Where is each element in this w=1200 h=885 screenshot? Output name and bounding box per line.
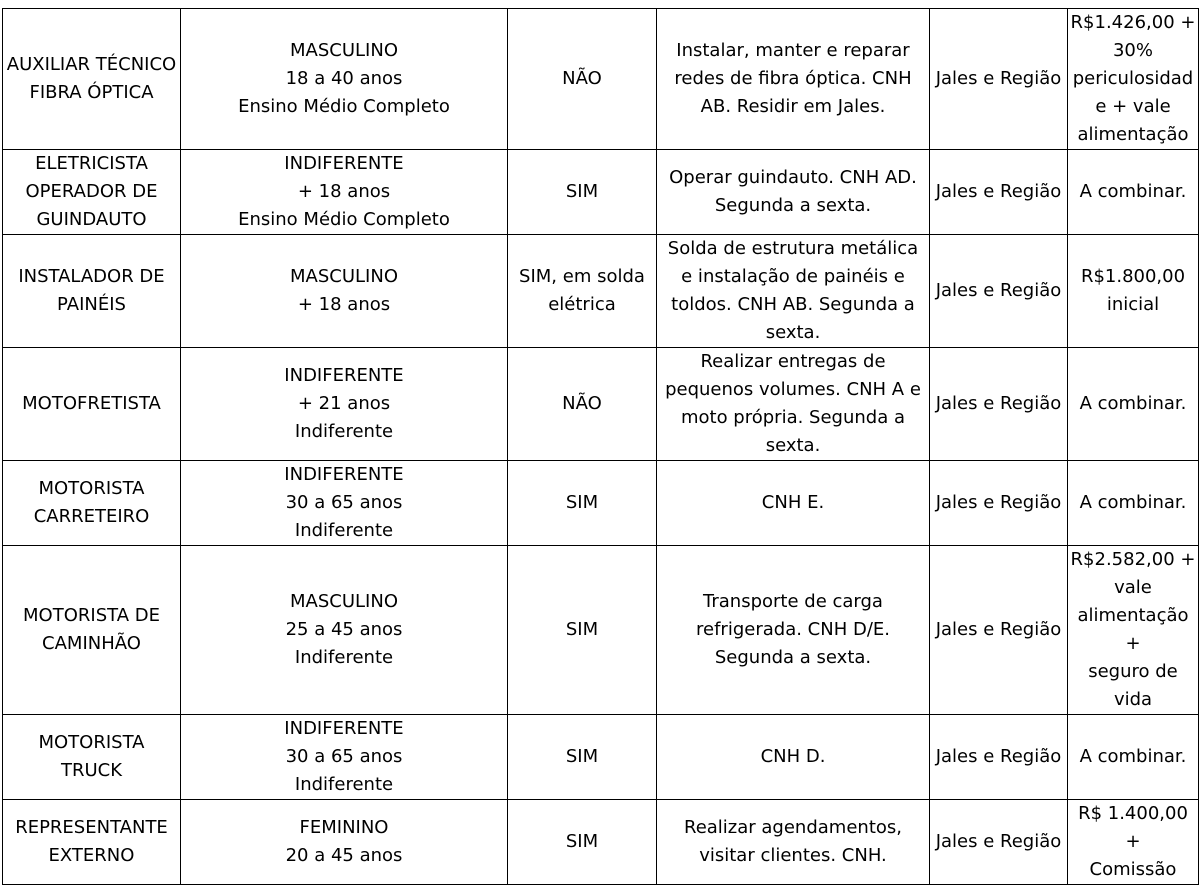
description-cell: Instalar, manter e reparar redes de fibra óptica. CNH AB. Residir em Jales. [657, 9, 930, 150]
job-title-cell: MOTOFRETISTA [3, 348, 181, 461]
profile-age: 20 a 45 anos [285, 845, 403, 866]
profile-gender: MASCULINO [290, 40, 398, 61]
profile-education: Indiferente [294, 774, 394, 795]
profile-age: 30 a 65 anos [285, 746, 403, 767]
salary-cell: R$2.582,00 + vale alimentação + seguro de vida [1068, 546, 1199, 715]
profile-cell [181, 715, 508, 800]
profile-cell [181, 800, 508, 885]
profile-education: Ensino Médio Completo [238, 209, 450, 230]
description-cell: CNH D. [657, 715, 930, 800]
experience-cell: SIM, em solda elétrica [508, 235, 657, 348]
salary-cell: A combinar. [1068, 150, 1199, 235]
profile-gender: FEMININO [299, 817, 389, 838]
experience-cell: SIM [508, 715, 657, 800]
table-row [3, 235, 1199, 348]
job-title-cell: REPRESENTANTE EXTERNO [3, 800, 181, 885]
profile-cell [181, 9, 508, 150]
location-cell: Jales e Região [930, 235, 1068, 348]
description-cell: Realizar entregas de pequenos volumes. CNH A e moto própria. Segunda a sexta. [657, 348, 930, 461]
profile-cell [181, 150, 508, 235]
job-title-cell: MOTORISTA DE CAMINHÃO [3, 546, 181, 715]
table-row [3, 800, 1199, 885]
profile-gender: MASCULINO [290, 591, 398, 612]
job-title-cell: AUXILIAR TÉCNICO FIBRA ÓPTICA [3, 9, 181, 150]
location-cell: Jales e Região [930, 546, 1068, 715]
profile-gender: INDIFERENTE [284, 153, 404, 174]
location-cell: Jales e Região [930, 348, 1068, 461]
description-cell: Transporte de carga refrigerada. CNH D/E. Segunda a sexta. [657, 546, 930, 715]
description-cell: Realizar agendamentos, visitar clientes. CNH. [657, 800, 930, 885]
table-row [3, 150, 1199, 235]
experience-cell: SIM [508, 461, 657, 546]
profile-education: Indiferente [294, 421, 394, 442]
profile-gender: INDIFERENTE [284, 365, 404, 386]
salary-cell: R$1.426,00 + 30% periculosidad e + vale alimentação [1068, 9, 1199, 150]
profile-education: Indiferente [294, 647, 394, 668]
table-row [3, 715, 1199, 800]
salary-cell: R$1.800,00 inicial [1068, 235, 1199, 348]
experience-cell: SIM [508, 800, 657, 885]
description-cell: Solda de estrutura metálica e instalação de painéis e toldos. CNH AB. Segunda a sexta. [657, 235, 930, 348]
salary-cell: A combinar. [1068, 461, 1199, 546]
profile-education: Indiferente [294, 520, 394, 541]
profile-cell [181, 546, 508, 715]
profile-age: 30 a 65 anos [285, 492, 403, 513]
table-row [3, 461, 1199, 546]
profile-age: + 18 anos [297, 181, 391, 202]
experience-cell: SIM [508, 546, 657, 715]
profile-age: + 21 anos [297, 393, 391, 414]
profile-gender: INDIFERENTE [284, 718, 404, 739]
experience-cell: NÃO [508, 348, 657, 461]
profile-education: Ensino Médio Completo [238, 96, 450, 117]
profile-gender: INDIFERENTE [284, 464, 404, 485]
description-cell: CNH E. [657, 461, 930, 546]
profile-cell [181, 461, 508, 546]
table-row [3, 546, 1199, 715]
profile-age: + 18 anos [297, 294, 391, 315]
job-title-cell: INSTALADOR DE PAINÉIS [3, 235, 181, 348]
job-title-cell: MOTORISTA CARRETEIRO [3, 461, 181, 546]
profile-gender: MASCULINO [290, 266, 398, 287]
profile-cell [181, 235, 508, 348]
job-listings-table [2, 8, 1199, 885]
location-cell: Jales e Região [930, 461, 1068, 546]
location-cell: Jales e Região [930, 9, 1068, 150]
job-title-cell: ELETRICISTA OPERADOR DE GUINDAUTO [3, 150, 181, 235]
table-row [3, 9, 1199, 150]
profile-age: 25 a 45 anos [285, 619, 403, 640]
job-title-cell: MOTORISTA TRUCK [3, 715, 181, 800]
location-cell: Jales e Região [930, 715, 1068, 800]
experience-cell: SIM [508, 150, 657, 235]
description-cell: Operar guindauto. CNH AD. Segunda a sexta. [657, 150, 930, 235]
location-cell: Jales e Região [930, 150, 1068, 235]
salary-cell: A combinar. [1068, 715, 1199, 800]
table-row [3, 348, 1199, 461]
salary-cell: R$ 1.400,00 + Comissão [1068, 800, 1199, 885]
profile-age: 18 a 40 anos [285, 68, 403, 89]
experience-cell: NÃO [508, 9, 657, 150]
profile-cell [181, 348, 508, 461]
location-cell: Jales e Região [930, 800, 1068, 885]
salary-cell: A combinar. [1068, 348, 1199, 461]
